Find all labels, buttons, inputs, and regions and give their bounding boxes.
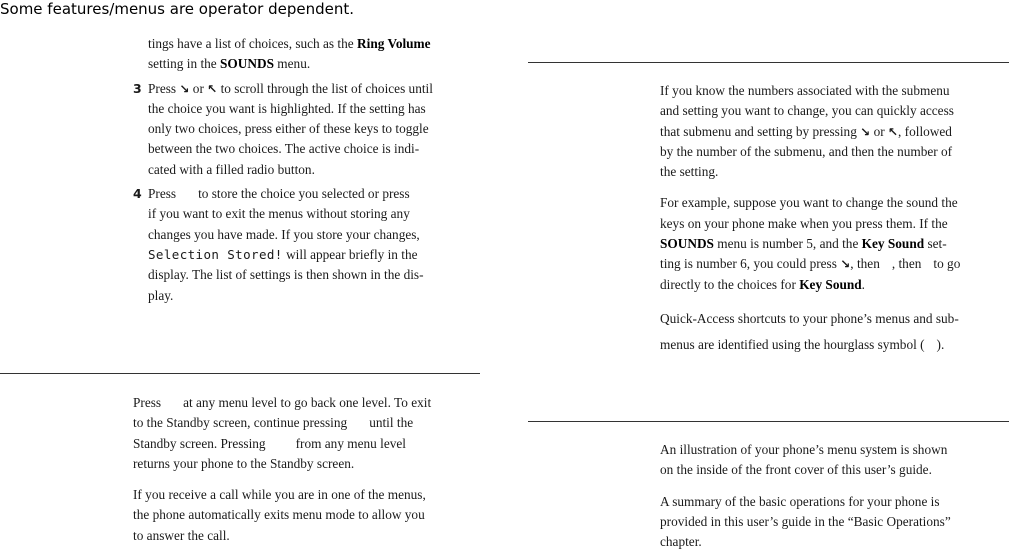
quick-access-paragraph: If you know the numbers associated with the submenu and setting you want to change, you can quickly access that submenu and setting by pressing ↘ or ↖, followed by the number of the submenu, and then the number of the setting.	[660, 83, 954, 180]
down-right-arrow-icon: ↘	[179, 81, 190, 96]
summary-paragraph: A summary of the basic operations for your phone is provided in this user’s guide in the “Basic Operations” chapter.	[660, 493, 951, 550]
section-divider	[0, 373, 480, 374]
step-number: 3	[133, 80, 142, 96]
operator-note: Some features/menus are operator dependent.	[0, 0, 354, 18]
steps-section	[133, 34, 483, 306]
example-paragraph: For example, suppose you want to change the sound the keys on your phone make when you press them. If the SOUNDS menu is number 5, and the Key Sound set- ting is number 6, you could press ↘, then , then to go directly to the choices for Key Sound.	[660, 195, 961, 292]
illustration-paragraph: An illustration of your phone’s menu system is shown on the inside of the front cover of this user’s guide.	[660, 442, 948, 478]
back-paragraph: Press at any menu level to go back one level. To exit to the Standby screen, continue pressing until the Standby screen. Pressing from any menu level returns your phone to the Standby screen.	[133, 395, 432, 471]
down-right-arrow-icon: ↘	[840, 257, 851, 272]
hourglass-paragraph: Quick-Access shortcuts to your phone’s menus and sub- menus are identified using the hourglass symbol ( ).	[660, 310, 959, 352]
selection-stored-message: Selection Stored!	[148, 246, 283, 262]
down-right-arrow-icon: ↘	[860, 124, 871, 139]
section-divider	[528, 62, 1009, 63]
step-3: 3 Press ↘ or ↖ to scroll through the list of choices until the choice you want is highlighted. If the setting has only two choices, press either of these keys to toggle between the two choices. The active choice is indi- cated with a filled radio button.	[133, 80, 433, 177]
going-back-section	[133, 393, 483, 546]
section-divider	[528, 421, 1009, 422]
intro-text: tings have a list of choices, such as the Ring Volume setting in the SOUNDS menu.	[148, 36, 431, 72]
quick-access-section	[660, 81, 1009, 358]
incoming-call-paragraph: If you receive a call while you are in one of the menus, the phone automatically exits menu mode to allow you to answer the call.	[133, 487, 426, 543]
menu-illustration-section	[660, 440, 1009, 552]
step-4: 4 Press to store the choice you selected or press if you want to exit the menus without storing any changes you have made. If you store your changes, Selection Stored! will appear briefly in the display. The list of settings is then shown in the dis- play.	[133, 186, 424, 303]
up-left-arrow-icon: ↖	[887, 124, 899, 139]
step-number: 4	[133, 186, 142, 202]
up-left-arrow-icon: ↖	[207, 81, 218, 96]
